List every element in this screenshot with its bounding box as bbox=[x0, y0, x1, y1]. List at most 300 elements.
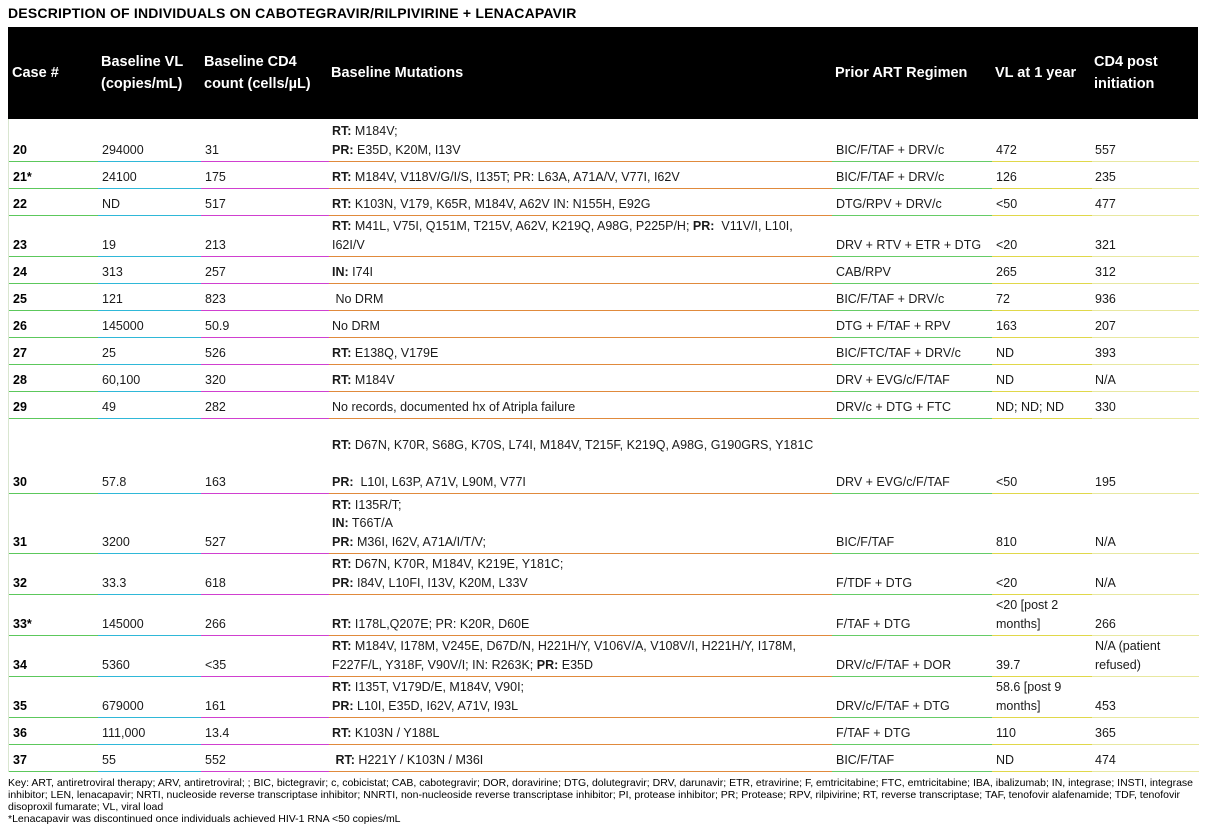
cd4-post-initiation-text: 195 bbox=[1095, 474, 1116, 489]
mutation-line bbox=[332, 263, 832, 282]
cd4-post-initiation-text: 330 bbox=[1095, 399, 1116, 414]
table-row bbox=[9, 595, 1198, 636]
case-number-text: 37 bbox=[13, 752, 27, 767]
prior-regimen bbox=[836, 419, 994, 494]
baseline-mutations bbox=[332, 636, 832, 677]
vl-at-1-year-text: 39.7 bbox=[996, 657, 1021, 672]
table-row bbox=[9, 162, 1198, 189]
case-number bbox=[13, 718, 99, 745]
baseline-vl bbox=[102, 311, 202, 338]
table-row bbox=[9, 284, 1198, 311]
mutation-gene-label: RT: bbox=[332, 345, 352, 360]
baseline-cd4-text: 257 bbox=[205, 264, 226, 279]
vl-at-1-year bbox=[996, 216, 1092, 257]
mutation-text: K103N, V179, K65R, M184V, A62V IN: N155H, E92G bbox=[351, 196, 651, 211]
prior-regimen-text: DRV + RTV + ETR + DTG bbox=[836, 237, 982, 252]
header-baseline-vl bbox=[101, 27, 201, 119]
mutation-text: T66T/A bbox=[348, 516, 393, 530]
baseline-cd4-text: 527 bbox=[205, 534, 226, 549]
cd4-post-initiation bbox=[1095, 284, 1199, 311]
table-row bbox=[9, 494, 1198, 554]
mutation-text: F227F/L, Y318F, V90V/I; IN: R263K; bbox=[332, 657, 537, 672]
baseline-vl-text: 145000 bbox=[102, 616, 144, 631]
baseline-cd4 bbox=[205, 189, 329, 216]
row-divider bbox=[329, 771, 832, 772]
baseline-cd4-text: 163 bbox=[205, 474, 226, 489]
header-cd4-post-line2: initiation bbox=[1094, 76, 1155, 92]
footnote-key: Key: ART, antiretroviral therapy; ARV, antiretroviral; ; BIC, bictegravir; c, cobicistat; CAB, cabotegravir; DOR, doravirine; DTG, dolutegravir; DRV, darunavir; ETR, etravirine; F, emtricitabine; FTC, emtricitabine; IBA, ibalizumab; IN, integrase; INSTI, integrase inhibitor; LEN, lenacapavir; NRTI, nucleoside reverse transcriptase inhibitor; NNRTI, non-nucleoside reverse transcriptase inhibitor; PI, protease inhibitor; PR; Protease; RPV, rilpivirine; RT, reverse transcriptase; TAF, tenofovir alafenamide; TDF, tenofovir disoproxil fumarate; VL, viral load bbox=[8, 777, 1194, 813]
mutation-text: M184V, V118V/G/I/S, I135T; PR: L63A, A71A/V, V77I, I62V bbox=[351, 169, 680, 184]
vl-at-1-year-text: ND bbox=[996, 345, 1015, 360]
baseline-mutations bbox=[332, 216, 832, 257]
mutation-text: I135T, V179D/E, M184V, V90I; bbox=[351, 680, 525, 694]
baseline-cd4 bbox=[205, 419, 329, 494]
baseline-cd4 bbox=[205, 554, 329, 595]
mutation-gene-label: RT: bbox=[335, 752, 355, 767]
cd4-post-initiation bbox=[1095, 494, 1199, 554]
vl-at-1-year-text: <50 bbox=[996, 196, 1018, 211]
baseline-mutations bbox=[332, 189, 832, 216]
mutation-text: E138Q, V179E bbox=[351, 345, 439, 360]
cd4-post-initiation-text: N/A bbox=[1095, 534, 1116, 549]
baseline-cd4 bbox=[205, 216, 329, 257]
mutation-line bbox=[332, 317, 832, 336]
baseline-vl-text: 25 bbox=[102, 345, 116, 360]
header-prior-regimen bbox=[835, 27, 993, 119]
table-header bbox=[8, 27, 1198, 119]
mutation-gene-label: PR: bbox=[332, 142, 354, 157]
vl-at-1-year-text: months] bbox=[996, 616, 1041, 631]
baseline-vl-text: 49 bbox=[102, 399, 116, 414]
table-row bbox=[9, 419, 1198, 494]
baseline-vl bbox=[102, 494, 202, 554]
table-row bbox=[9, 365, 1198, 392]
baseline-cd4-text: 161 bbox=[205, 698, 226, 713]
cd4-post-initiation bbox=[1095, 745, 1199, 772]
mutation-line bbox=[332, 398, 832, 417]
prior-regimen bbox=[836, 365, 994, 392]
table-row bbox=[9, 338, 1198, 365]
baseline-cd4-text: 552 bbox=[205, 752, 226, 767]
prior-regimen bbox=[836, 284, 994, 311]
vl-at-1-year bbox=[996, 595, 1092, 636]
mutation-gene-label: RT: bbox=[332, 680, 352, 694]
baseline-cd4 bbox=[205, 677, 329, 718]
baseline-mutations bbox=[332, 677, 832, 718]
vl-at-1-year-text: 110 bbox=[996, 725, 1016, 740]
prior-regimen-text: BIC/F/TAF + DRV/c bbox=[836, 291, 945, 306]
mutation-text: No DRM bbox=[332, 291, 384, 306]
cd4-post-initiation-text: 557 bbox=[1095, 142, 1116, 157]
case-number-text: 21* bbox=[13, 169, 32, 184]
vl-at-1-year bbox=[996, 554, 1092, 595]
vl-at-1-year bbox=[996, 745, 1092, 772]
baseline-vl bbox=[102, 338, 202, 365]
mutation-line bbox=[332, 678, 832, 697]
baseline-cd4 bbox=[205, 718, 329, 745]
mutation-line bbox=[332, 217, 832, 236]
mutation-text: L10I, E35D, I62V, A71V, I93L bbox=[353, 698, 519, 713]
table-row bbox=[9, 636, 1198, 677]
case-number-text: 27 bbox=[13, 345, 27, 360]
baseline-cd4-text: <35 bbox=[205, 657, 227, 672]
row-divider bbox=[98, 771, 201, 772]
cd4-post-initiation-text: N/A bbox=[1095, 575, 1116, 590]
header-baseline-cd4 bbox=[204, 27, 328, 119]
mutation-text: I135R/T; bbox=[351, 497, 402, 512]
mutation-gene-label: PR: bbox=[332, 698, 354, 713]
cd4-post-initiation-text: 365 bbox=[1095, 725, 1116, 740]
vl-at-1-year-text: 472 bbox=[996, 142, 1017, 157]
vl-at-1-year-text: <20 [post 2 bbox=[996, 598, 1059, 612]
case-number bbox=[13, 554, 99, 595]
baseline-vl-text: 111,000 bbox=[102, 725, 146, 740]
cd4-post-initiation bbox=[1095, 636, 1199, 677]
mutation-gene-label: RT: bbox=[332, 196, 352, 211]
vl-at-1-year-text: ND; ND; ND bbox=[996, 399, 1065, 414]
case-number-text: 32 bbox=[13, 575, 27, 590]
row-divider bbox=[9, 771, 98, 772]
prior-regimen bbox=[836, 494, 994, 554]
baseline-vl-text: 19 bbox=[102, 237, 116, 252]
vl-at-1-year-text: 163 bbox=[996, 318, 1017, 333]
baseline-mutations bbox=[332, 365, 832, 392]
prior-regimen-text: DTG/RPV + DRV/c bbox=[836, 196, 942, 211]
baseline-vl-text: 55 bbox=[102, 752, 116, 767]
mutation-gene-label: IN: bbox=[332, 516, 349, 530]
case-number bbox=[13, 595, 99, 636]
mutation-text: D67N, K70R, M184V, K219E, Y181C; bbox=[351, 557, 564, 571]
baseline-mutations bbox=[332, 284, 832, 311]
mutation-line bbox=[332, 454, 832, 473]
table-row bbox=[9, 554, 1198, 595]
case-number bbox=[13, 311, 99, 338]
baseline-cd4-text: 13.4 bbox=[205, 725, 230, 740]
prior-regimen-text: DRV + EVG/c/F/TAF bbox=[836, 372, 950, 387]
mutation-gene-label: RT: bbox=[332, 616, 352, 631]
prior-regimen bbox=[836, 745, 994, 772]
mutation-line bbox=[332, 533, 832, 552]
case-number-text: 20 bbox=[13, 142, 27, 157]
header-vl-1-year bbox=[995, 27, 1091, 119]
vl-at-1-year-text: 72 bbox=[996, 291, 1010, 306]
mutation-gene-label: RT: bbox=[332, 497, 352, 512]
cd4-post-initiation-text: 312 bbox=[1095, 264, 1116, 279]
baseline-vl-text: 33.3 bbox=[102, 575, 127, 590]
mutation-line bbox=[332, 697, 832, 716]
prior-regimen-text: DRV/c/F/TAF + DTG bbox=[836, 698, 950, 713]
prior-regimen-text: DRV/c/F/TAF + DOR bbox=[836, 657, 952, 672]
baseline-vl-text: ND bbox=[102, 196, 121, 211]
table-row bbox=[9, 119, 1198, 162]
vl-at-1-year bbox=[996, 284, 1092, 311]
baseline-cd4 bbox=[205, 745, 329, 772]
mutation-line bbox=[332, 751, 832, 770]
baseline-mutations bbox=[332, 494, 832, 554]
mutation-text: I74I bbox=[348, 264, 373, 279]
vl-at-1-year-text: ND bbox=[996, 372, 1015, 387]
case-number bbox=[13, 257, 99, 284]
prior-regimen bbox=[836, 595, 994, 636]
vl-at-1-year-text: 265 bbox=[996, 264, 1017, 279]
vl-at-1-year bbox=[996, 189, 1092, 216]
table-row bbox=[9, 745, 1198, 772]
cd4-post-initiation bbox=[1095, 257, 1199, 284]
baseline-vl bbox=[102, 595, 202, 636]
case-number-text: 31 bbox=[13, 534, 27, 549]
cd4-post-initiation-text: N/A bbox=[1095, 372, 1116, 387]
baseline-cd4-text: 517 bbox=[205, 196, 226, 211]
baseline-vl bbox=[102, 119, 202, 162]
baseline-cd4 bbox=[205, 257, 329, 284]
mutation-line bbox=[332, 371, 832, 390]
cd4-post-initiation bbox=[1095, 365, 1199, 392]
mutation-text: L10I, L63P, A71V, L90M, V77I bbox=[353, 474, 526, 489]
mutation-gene-label: RT: bbox=[332, 639, 352, 653]
prior-regimen bbox=[836, 257, 994, 284]
mutation-gene-label: RT: bbox=[332, 557, 352, 571]
baseline-cd4-text: 282 bbox=[205, 399, 226, 414]
row-divider bbox=[1092, 771, 1199, 772]
cd4-post-initiation-text: 235 bbox=[1095, 169, 1116, 184]
case-number-text: 30 bbox=[13, 474, 27, 489]
baseline-vl bbox=[102, 162, 202, 189]
mutation-line bbox=[332, 436, 832, 455]
baseline-vl bbox=[102, 745, 202, 772]
case-number bbox=[13, 162, 99, 189]
baseline-mutations bbox=[332, 311, 832, 338]
prior-regimen-text: DTG + F/TAF + RPV bbox=[836, 318, 951, 333]
prior-regimen bbox=[836, 311, 994, 338]
mutation-line bbox=[332, 637, 832, 656]
mutation-text: M184V, I178M, V245E, D67D/N, H221H/Y, V106V/A, V108V/I, H221H/Y, I178M, bbox=[351, 639, 796, 653]
vl-at-1-year bbox=[996, 338, 1092, 365]
cd4-post-initiation-text: 393 bbox=[1095, 345, 1116, 360]
prior-regimen bbox=[836, 216, 994, 257]
mutation-line bbox=[332, 344, 832, 363]
vl-at-1-year bbox=[996, 311, 1092, 338]
mutation-text: I84V, L10FI, I13V, K20M, L33V bbox=[353, 575, 528, 590]
prior-regimen-text: BIC/F/TAF bbox=[836, 534, 895, 549]
baseline-mutations bbox=[332, 119, 832, 162]
baseline-vl-text: 294000 bbox=[102, 142, 144, 157]
table-row bbox=[9, 257, 1198, 284]
mutation-text: M36I, I62V, A71A/I/T/V; bbox=[353, 534, 487, 549]
baseline-cd4 bbox=[205, 636, 329, 677]
case-number bbox=[13, 284, 99, 311]
cd4-post-initiation bbox=[1095, 216, 1199, 257]
baseline-cd4 bbox=[205, 338, 329, 365]
mutation-gene-label: RT: bbox=[332, 437, 352, 452]
prior-regimen-text: F/TAF + DTG bbox=[836, 616, 911, 631]
baseline-vl-text: 5360 bbox=[102, 657, 130, 672]
cd4-post-initiation-text: refused) bbox=[1095, 657, 1141, 672]
baseline-mutations bbox=[332, 162, 832, 189]
baseline-cd4-text: 266 bbox=[205, 616, 226, 631]
cd4-post-initiation bbox=[1095, 419, 1199, 494]
baseline-mutations bbox=[332, 745, 832, 772]
prior-regimen-text: DRV/c + DTG + FTC bbox=[836, 399, 952, 414]
case-number-text: 36 bbox=[13, 725, 27, 740]
header-prior-regimen-label: Prior ART Regimen bbox=[835, 65, 968, 81]
case-number-text: 33* bbox=[13, 616, 32, 631]
mutation-text: I62I/V bbox=[332, 237, 365, 252]
case-number-text: 29 bbox=[13, 399, 27, 414]
mutation-line bbox=[332, 615, 832, 634]
vl-at-1-year-text: ND bbox=[996, 752, 1015, 767]
baseline-vl bbox=[102, 718, 202, 745]
case-number bbox=[13, 419, 99, 494]
mutation-line bbox=[332, 555, 832, 574]
baseline-vl-text: 57.8 bbox=[102, 474, 127, 489]
mutation-gene-label: PR: bbox=[332, 575, 354, 590]
baseline-vl-text: 24100 bbox=[102, 169, 137, 184]
header-case-label: Case # bbox=[12, 65, 59, 81]
prior-regimen bbox=[836, 189, 994, 216]
mutation-line bbox=[332, 724, 832, 743]
table-row bbox=[9, 392, 1198, 419]
vl-at-1-year-text: 58.6 [post 9 bbox=[996, 680, 1062, 694]
header-baseline-vl-line1: Baseline VL bbox=[101, 54, 184, 70]
case-number bbox=[13, 392, 99, 419]
header-baseline-cd4-line1: Baseline CD4 bbox=[204, 54, 297, 70]
prior-regimen-text: BIC/F/TAF + DRV/c bbox=[836, 142, 945, 157]
prior-regimen-text: F/TDF + DTG bbox=[836, 575, 913, 590]
baseline-cd4 bbox=[205, 284, 329, 311]
mutation-text: V11V/I, L10I, bbox=[714, 219, 793, 233]
cd4-post-initiation-text: N/A (patient bbox=[1095, 639, 1161, 653]
mutation-line bbox=[332, 195, 832, 214]
baseline-mutations bbox=[332, 419, 832, 494]
baseline-vl bbox=[102, 257, 202, 284]
prior-regimen bbox=[836, 677, 994, 718]
vl-at-1-year bbox=[996, 257, 1092, 284]
header-mutations bbox=[331, 27, 831, 119]
baseline-vl-text: 679000 bbox=[102, 698, 144, 713]
baseline-cd4 bbox=[205, 365, 329, 392]
baseline-cd4 bbox=[205, 595, 329, 636]
prior-regimen bbox=[836, 718, 994, 745]
baseline-mutations bbox=[332, 554, 832, 595]
case-number bbox=[13, 365, 99, 392]
baseline-vl bbox=[102, 216, 202, 257]
cd4-post-initiation bbox=[1095, 554, 1199, 595]
case-number-text: 35 bbox=[13, 698, 27, 713]
case-number-text: 28 bbox=[13, 372, 27, 387]
vl-at-1-year-text: months] bbox=[996, 698, 1041, 713]
header-case bbox=[12, 27, 98, 119]
baseline-cd4-text: 50.9 bbox=[205, 318, 230, 333]
mutation-text: No DRM bbox=[332, 318, 380, 333]
header-baseline-vl-line2: (copies/mL) bbox=[101, 76, 183, 92]
mutation-line bbox=[332, 141, 832, 160]
prior-regimen bbox=[836, 636, 994, 677]
prior-regimen-text: BIC/F/TAF + DRV/c bbox=[836, 169, 945, 184]
case-number-text: 25 bbox=[13, 291, 27, 306]
baseline-cd4-text: 175 bbox=[205, 169, 226, 184]
vl-at-1-year bbox=[996, 677, 1092, 718]
baseline-mutations bbox=[332, 257, 832, 284]
prior-regimen-text: F/TAF + DTG bbox=[836, 725, 911, 740]
baseline-vl bbox=[102, 419, 202, 494]
header-cd4-post bbox=[1094, 27, 1198, 119]
baseline-mutations bbox=[332, 392, 832, 419]
cd4-post-initiation-text: 474 bbox=[1095, 752, 1116, 767]
case-number bbox=[13, 216, 99, 257]
cd4-post-initiation bbox=[1095, 162, 1199, 189]
baseline-cd4 bbox=[205, 494, 329, 554]
baseline-vl-text: 3200 bbox=[102, 534, 130, 549]
vl-at-1-year bbox=[996, 119, 1092, 162]
prior-regimen-text: BIC/FTC/TAF + DRV/c bbox=[836, 345, 961, 360]
page-title: DESCRIPTION OF INDIVIDUALS ON CABOTEGRAVIR/RILPIVIRINE + LENACAPAVIR bbox=[8, 5, 577, 21]
mutation-line bbox=[332, 473, 832, 492]
table-row bbox=[9, 189, 1198, 216]
mutation-gene-label: PR: bbox=[332, 534, 354, 549]
mutation-text: K103N / Y188L bbox=[351, 725, 440, 740]
baseline-vl bbox=[102, 189, 202, 216]
baseline-vl bbox=[102, 554, 202, 595]
case-number-text: 24 bbox=[13, 264, 27, 279]
table-row bbox=[9, 311, 1198, 338]
baseline-vl bbox=[102, 392, 202, 419]
cd4-post-initiation-text: 207 bbox=[1095, 318, 1116, 333]
cd4-post-initiation-text: 936 bbox=[1095, 291, 1116, 306]
prior-regimen-text: DRV + EVG/c/F/TAF bbox=[836, 474, 950, 489]
case-number-text: 23 bbox=[13, 237, 27, 252]
mutation-gene-label: PR: bbox=[692, 219, 715, 233]
mutation-text: No records, documented hx of Atripla failure bbox=[332, 399, 576, 414]
prior-regimen bbox=[836, 162, 994, 189]
mutation-line bbox=[332, 168, 832, 187]
mutation-text: D67N, K70R, S68G, K70S, L74I, M184V, T215F, K219Q, A98G, G190GRS, Y181C bbox=[351, 437, 814, 452]
mutation-gene-label: RT: bbox=[332, 169, 352, 184]
prior-regimen bbox=[836, 392, 994, 419]
cd4-post-initiation bbox=[1095, 718, 1199, 745]
footnote bbox=[8, 777, 1206, 825]
baseline-cd4 bbox=[205, 162, 329, 189]
vl-at-1-year-text: <20 bbox=[996, 575, 1018, 590]
mutation-text: M184V; bbox=[351, 124, 398, 138]
cd4-post-initiation bbox=[1095, 677, 1199, 718]
vl-at-1-year bbox=[996, 419, 1092, 494]
header-vl-1-year-label: VL at 1 year bbox=[995, 65, 1077, 81]
baseline-vl bbox=[102, 365, 202, 392]
baseline-cd4-text: 618 bbox=[205, 575, 226, 590]
baseline-cd4-text: 823 bbox=[205, 291, 226, 306]
header-cd4-post-line1: CD4 post bbox=[1094, 54, 1158, 70]
row-divider bbox=[832, 771, 992, 772]
cd4-post-initiation bbox=[1095, 392, 1199, 419]
mutation-text: M41L, V75I, Q151M, T215V, A62V, K219Q, A98G, P225P/H; bbox=[351, 219, 693, 233]
cd4-post-initiation bbox=[1095, 189, 1199, 216]
mutation-gene-label: PR: bbox=[332, 474, 354, 489]
mutation-text: I178L,Q207E; PR: K20R, D60E bbox=[351, 616, 530, 631]
mutation-text: E35D bbox=[558, 657, 594, 672]
vl-at-1-year bbox=[996, 494, 1092, 554]
header-mutations-label: Baseline Mutations bbox=[331, 65, 464, 81]
case-number bbox=[13, 745, 99, 772]
baseline-vl bbox=[102, 636, 202, 677]
baseline-mutations bbox=[332, 595, 832, 636]
baseline-vl bbox=[102, 284, 202, 311]
cd4-post-initiation bbox=[1095, 119, 1199, 162]
vl-at-1-year-text: 126 bbox=[996, 169, 1017, 184]
cd4-post-initiation bbox=[1095, 595, 1199, 636]
row-divider bbox=[201, 771, 329, 772]
prior-regimen bbox=[836, 554, 994, 595]
row-divider bbox=[992, 771, 1092, 772]
